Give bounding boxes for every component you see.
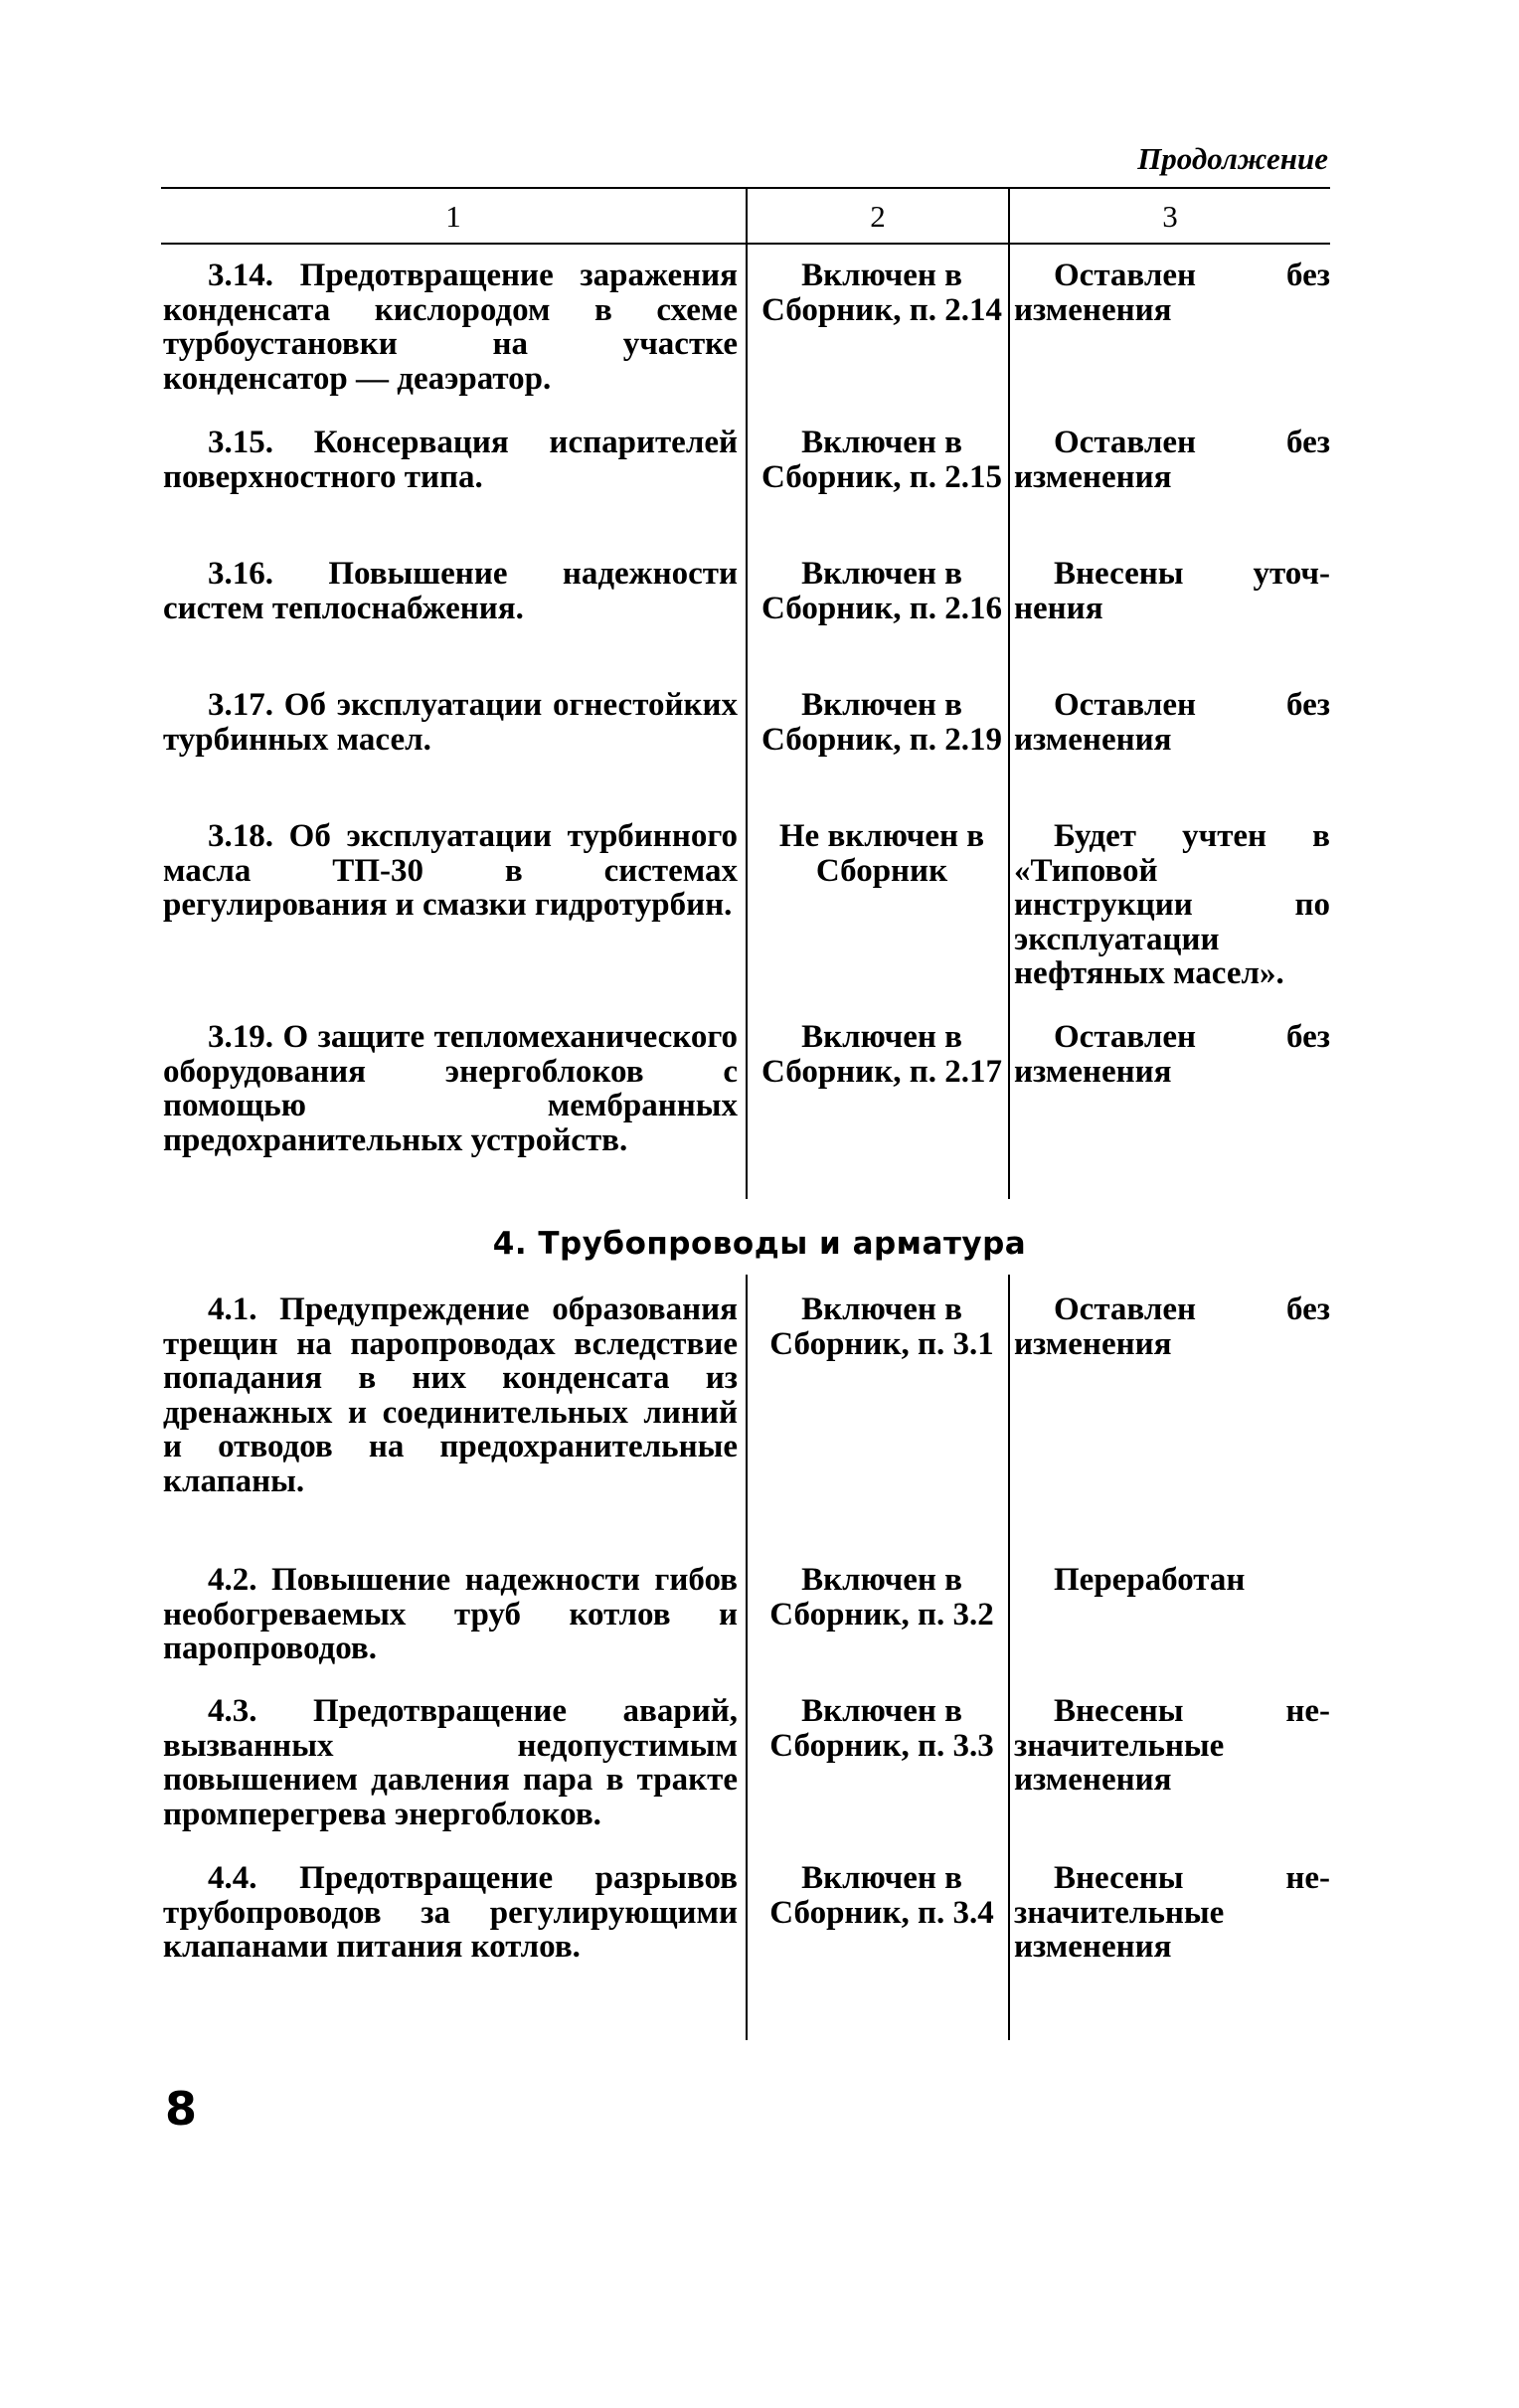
item-number: 3.15. (208, 425, 273, 460)
table-row-3-17-text (163, 688, 738, 757)
note-rest: изменения (1014, 721, 1172, 758)
table-row-4-2-note (1014, 1563, 1330, 1598)
table-row-3-16-note (1014, 557, 1330, 625)
table-row-4-1-note (1014, 1292, 1330, 1361)
table-row-4-3-status: Включен в Сборник, п. 3.3 (769, 1693, 994, 1764)
table-row-3-14-note (1014, 258, 1330, 327)
item-text: Предотвращение заражения конденсата кислородом в схеме турбоустановки на участке конденсатор — деаэратор. (163, 258, 738, 397)
note-line-1: Будет учтен в (1054, 818, 1330, 854)
note-line-1: Внесены не- (1054, 1693, 1330, 1729)
note-line-1: Оставлен без (1054, 687, 1330, 723)
column-divider-1b (746, 1275, 748, 2040)
table-row-3-17-status: Включен в Сборник, п. 2.19 (761, 687, 1002, 758)
column-header-1: 1 (445, 199, 461, 234)
item-number: 3.14. (208, 258, 273, 293)
table-row-3-19-text (163, 1020, 738, 1157)
table-row-4-1-text (163, 1292, 738, 1498)
table-row-3-18-text (163, 819, 738, 923)
item-number: 4.2. (208, 1562, 257, 1598)
table-row-4-2-text (163, 1563, 738, 1666)
table-row-4-4-status: Включен в Сборник, п. 3.4 (769, 1860, 994, 1931)
table-row-4-2-status: Включен в Сборник, п. 3.2 (769, 1562, 994, 1633)
table-row-3-16-status: Включен в Сборник, п. 2.16 (761, 556, 1002, 626)
item-number: 3.17. (208, 687, 273, 723)
page-number: 8 (165, 2082, 198, 2136)
table-row-4-4-note (1014, 1861, 1330, 1965)
table-row-4-3-note (1014, 1694, 1330, 1798)
table-row-3-19-status: Включен в Сборник, п. 2.17 (761, 1019, 1002, 1090)
item-text: О защите тепломеханического оборудования энергоблоков с помощью мембранных предохранительных устройств. (163, 1019, 739, 1158)
column-divider-2 (1008, 187, 1010, 1199)
note-rest: значительные изменения (1014, 1727, 1225, 1798)
column-divider-1 (746, 187, 748, 1199)
item-number: 3.18. (208, 818, 273, 854)
note-rest: изменения (1014, 291, 1172, 328)
section-title: 4. Трубопроводы и арматура (492, 1226, 1027, 1262)
item-text: Об эксплуатации огнестойких турбинных масел. (163, 687, 739, 758)
table-row-4-4-text (163, 1861, 738, 1965)
item-text: Предотвращение разрывов трубопроводов за регулирующими клапанами питания котлов. (163, 1860, 739, 1965)
item-number: 4.1. (208, 1291, 257, 1327)
continuation-label: Продолжение (1137, 141, 1328, 176)
table-row-4-1-status: Включен в Сборник, п. 3.1 (769, 1291, 994, 1362)
note-line-1: Оставлен без (1054, 1019, 1330, 1055)
column-header-3: 3 (1162, 199, 1178, 234)
table-row-3-18-status: Не включен в Сборник (778, 818, 985, 889)
item-text: Консервация испарителей поверхностного типа. (163, 425, 738, 495)
note-line-1: Внесены уточ- (1054, 556, 1330, 592)
table-row-3-15-text (163, 426, 738, 494)
table-row-3-16-text (163, 557, 738, 625)
note-line-1: Оставлен без (1054, 1291, 1330, 1327)
note-line-1: Оставлен без (1054, 258, 1330, 293)
column-header-2: 2 (870, 199, 886, 234)
note-line-1: Оставлен без (1054, 425, 1330, 460)
item-number: 4.3. (208, 1693, 257, 1729)
item-text: Повышение надежности гибов необогреваемых труб котлов и паропроводов. (163, 1562, 738, 1666)
table-row-3-14-text (163, 258, 738, 396)
table-row-3-14-status: Включен в Сборник, п. 2.14 (761, 258, 1002, 328)
note-line-1: Внесены не- (1054, 1860, 1330, 1896)
table-row-3-15-note (1014, 426, 1330, 494)
column-divider-2b (1008, 1275, 1010, 2040)
note-line-1: Переработан (1054, 1562, 1246, 1598)
note-rest: изменения (1014, 1053, 1172, 1090)
item-number: 3.19. (208, 1019, 273, 1055)
item-number: 4.4. (208, 1860, 257, 1896)
note-rest: изменения (1014, 1325, 1172, 1362)
note-rest: «Типовой инструкции по эксплуатации нефтяных масел». (1014, 852, 1330, 991)
item-text: Предупреждение образования трещин на паропроводах вследствие попадания в них конденсата из дренажных и соединительных линий и отводов на предохранительные клапаны. (163, 1291, 738, 1499)
note-rest: изменения (1014, 458, 1172, 495)
note-rest: нения (1014, 590, 1103, 626)
table-row-3-15-status: Включен в Сборник, п. 2.15 (761, 425, 1002, 495)
table-row-3-19-note (1014, 1020, 1330, 1089)
item-text: Повышение надежности систем теплоснабжения. (163, 556, 738, 626)
item-text: Об эксплуатации турбинного масла ТП-30 в системах регулирования и смазки гидротурбин. (163, 818, 738, 923)
table-row-3-18-note (1014, 819, 1330, 991)
table-row-3-17-note (1014, 688, 1330, 757)
item-text: Предотвращение аварий, вызванных недопустимым повышением давления пара в тракте промперегрева энергоблоков. (163, 1693, 739, 1832)
table-row-4-3-text (163, 1694, 738, 1831)
item-number: 3.16. (208, 556, 273, 592)
note-rest: значительные изменения (1014, 1894, 1225, 1965)
